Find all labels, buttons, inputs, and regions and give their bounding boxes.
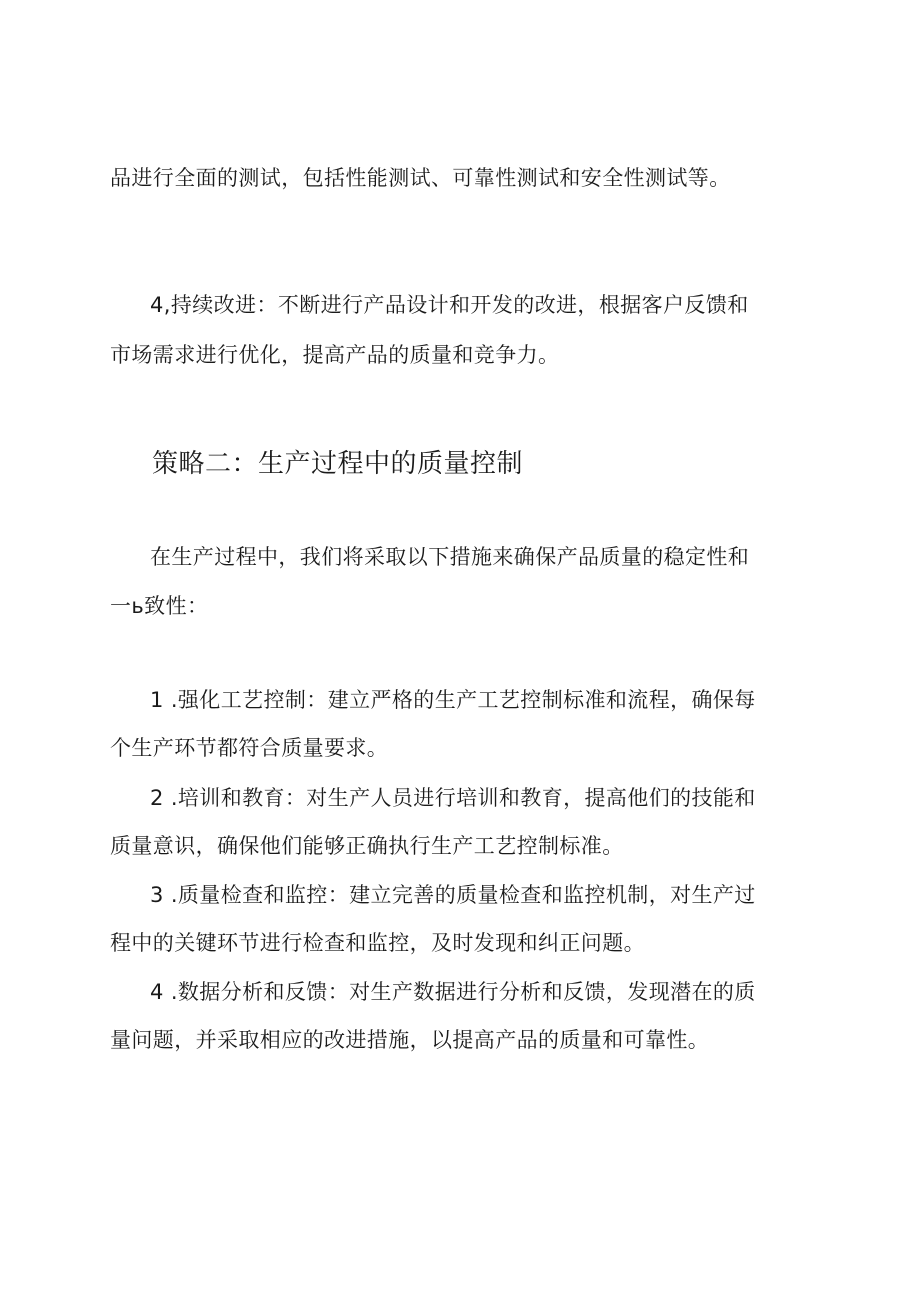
list-item-2-line-2: 质量意识，确保他们能够正确执行生产工艺控制标准。 [110,834,624,858]
list-item-3-line-1: 3 .质量检查和监控：建立完善的质量检查和监控机制，对生产过 [150,883,756,907]
list-item-2-line-1: 2 .培训和教育：对生产人员进行培训和教育，提高他们的技能和 [150,786,756,810]
section-heading: 策略二：生产过程中的质量控制 [152,448,524,478]
paragraph-testing-line-1: 品进行全面的测试，包括性能测试、可靠性测试和安全性测试等。 [110,166,731,190]
list-item-4-line-1: 4 .数据分析和反馈：对生产数据进行分析和反馈，发现潜在的质 [150,980,756,1004]
list-item-1-line-2: 个生产环节都符合质量要求。 [110,736,389,760]
intro-paragraph-line-1: 在生产过程中，我们将采取以下措施来确保产品质量的稳定性和 [150,545,750,569]
list-item-4-line-2: 量问题，并采取相应的改进措施，以提高产品的质量和可靠性。 [110,1028,710,1052]
intro-paragraph-line-2: 一ь致性： [110,594,209,618]
list-item-1-line-1: 1 .强化工艺控制：建立严格的生产工艺控制标准和流程，确保每 [150,688,756,712]
paragraph-continuous-improvement-line-1: 4,持续改进：不断进行产品设计和开发的改进，根据客户反馈和 [150,293,749,317]
paragraph-continuous-improvement-line-2: 市场需求进行优化，提高产品的质量和竞争力。 [110,343,560,367]
list-item-3-line-2: 程中的关键环节进行检查和监控，及时发现和纠正问题。 [110,931,645,955]
